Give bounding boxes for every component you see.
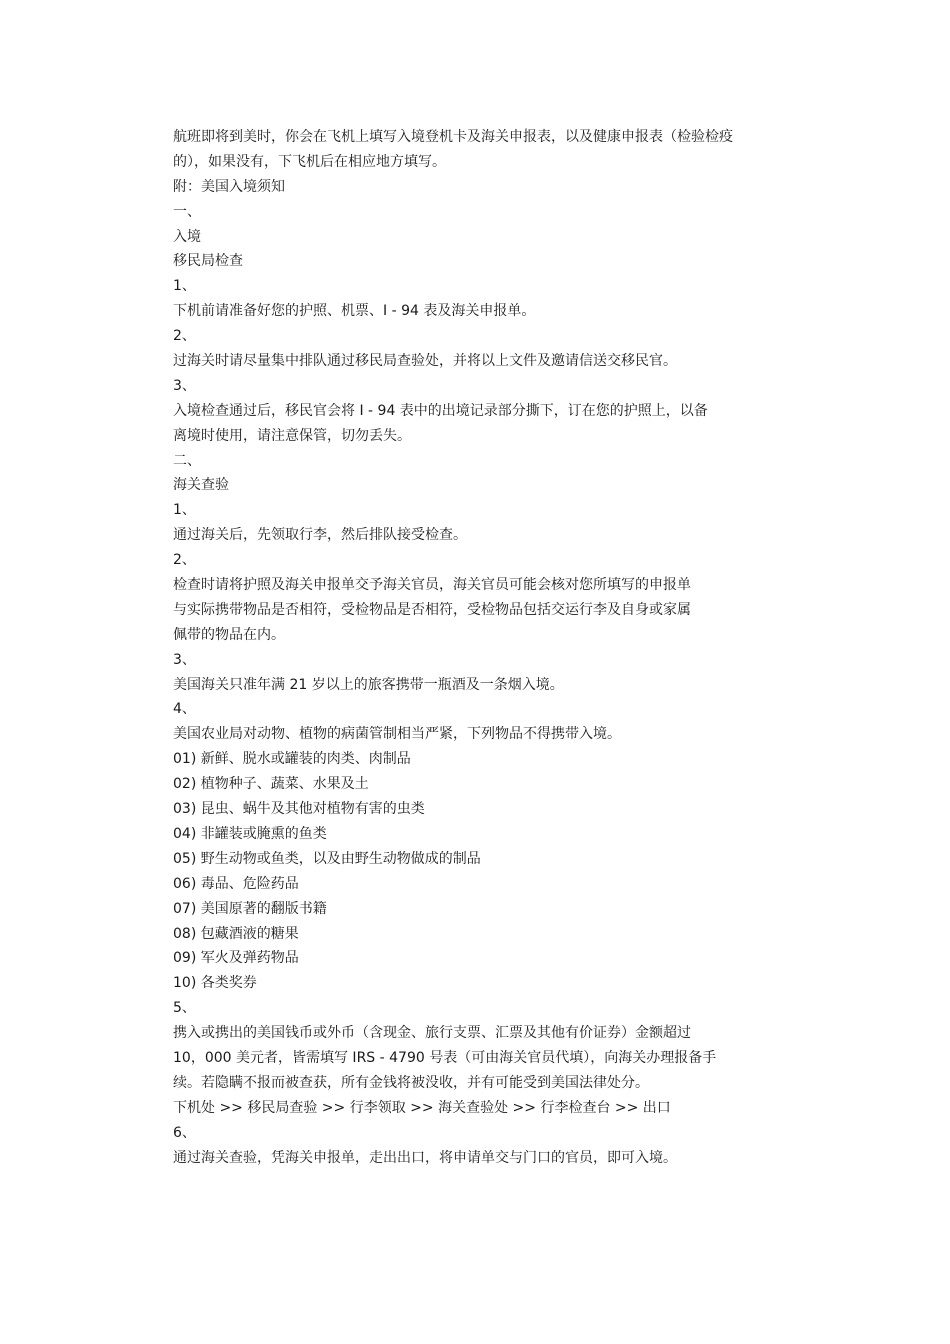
paragraph-line: 过海关时请尽量集中排队通过移民局查验处，并将以上文件及邀请信送交移民官。 (173, 353, 677, 370)
paragraph-line: 通过海关后，先领取行李，然后排队接受检查。 (173, 527, 467, 544)
paragraph-line: 佩带的物品在内。 (173, 626, 285, 643)
paragraph-line: 10，000 美元者，皆需填写 IRS - 4790 号表（可由海关官员代填），向海关办理报备手 (173, 1049, 717, 1066)
item-number: 2、 (173, 328, 196, 345)
prohibited-item: 05) 野生动物或鱼类，以及由野生动物做成的制品 (173, 850, 481, 867)
paragraph-line: 美国农业局对动物、植物的病菌管制相当严紧，下列物品不得携带入境。 (173, 726, 621, 743)
paragraph-line: 入境检查通过后，移民官会将 I - 94 表中的出境记录部分撕下，订在您的护照上，以备 (173, 402, 708, 419)
prohibited-item: 01) 新鲜、脱水或罐装的肉类、肉制品 (173, 751, 411, 768)
prohibited-item: 07) 美国原著的翻版书籍 (173, 900, 327, 917)
paragraph-line-intro-1: 航班即将到美时，你会在飞机上填写入境登机卡及海关申报表，以及健康申报表（检验检疫 (173, 129, 733, 145)
item-number: 6、 (173, 1124, 196, 1141)
document-body (173, 125, 823, 1170)
section-number-2: 二、 (173, 452, 201, 469)
item-number: 5、 (173, 1000, 196, 1017)
paragraph-line: 检查时请将护照及海关申报单交予海关官员，海关官员可能会核对您所填写的申报单 (173, 577, 691, 594)
item-number: 1、 (173, 278, 196, 295)
paragraph-line: 续。若隐瞒不报而被查获，所有金钱将被没收，并有可能受到美国法律处分。 (173, 1074, 649, 1091)
paragraph-line: 通过海关查验，凭海关申报单，走出出口，将申请单交与门口的官员，即可入境。 (173, 1149, 677, 1166)
item-number: 3、 (173, 651, 196, 668)
prohibited-item: 09) 军火及弹药物品 (173, 950, 299, 967)
appendix-title: 附：美国入境须知 (173, 178, 285, 195)
section-number-1: 一、 (173, 203, 201, 220)
paragraph-line: 美国海关只准年满 21 岁以上的旅客携带一瓶酒及一条烟入境。 (173, 676, 564, 693)
prohibited-item: 06) 毒品、危险药品 (173, 875, 299, 892)
subsection-heading-immigration: 移民局检查 (173, 253, 243, 270)
paragraph-line-intro-2: 的），如果没有，下飞机后在相应地方填写。 (173, 153, 446, 170)
item-number: 1、 (173, 502, 196, 519)
item-number: 2、 (173, 552, 196, 569)
paragraph-line: 下机前请准备好您的护照、机票、I - 94 表及海关申报单。 (173, 303, 536, 320)
item-number: 4、 (173, 701, 196, 718)
prohibited-item: 08) 包藏酒液的糖果 (173, 925, 299, 942)
prohibited-item: 03) 昆虫、蜗牛及其他对植物有害的虫类 (173, 801, 425, 818)
paragraph-line: 离境时使用，请注意保管，切勿丢失。 (173, 427, 411, 444)
process-flow-line: 下机处 >> 移民局查验 >> 行李领取 >> 海关查验处 >> 行李检查台 >> 出口 (173, 1099, 671, 1116)
prohibited-item: 02) 植物种子、蔬菜、水果及土 (173, 776, 369, 793)
section-heading-customs: 海关查验 (173, 477, 229, 494)
paragraph-line: 携入或携出的美国钱币或外币（含现金、旅行支票、汇票及其他有价证券）金额超过 (173, 1025, 691, 1042)
item-number: 3、 (173, 377, 196, 394)
section-heading-entry: 入境 (173, 228, 201, 245)
paragraph-line: 与实际携带物品是否相符，受检物品是否相符，受检物品包括交运行李及自身或家属 (173, 601, 691, 618)
prohibited-item: 10) 各类奖券 (173, 975, 257, 992)
prohibited-item: 04) 非罐装或腌熏的鱼类 (173, 825, 327, 842)
